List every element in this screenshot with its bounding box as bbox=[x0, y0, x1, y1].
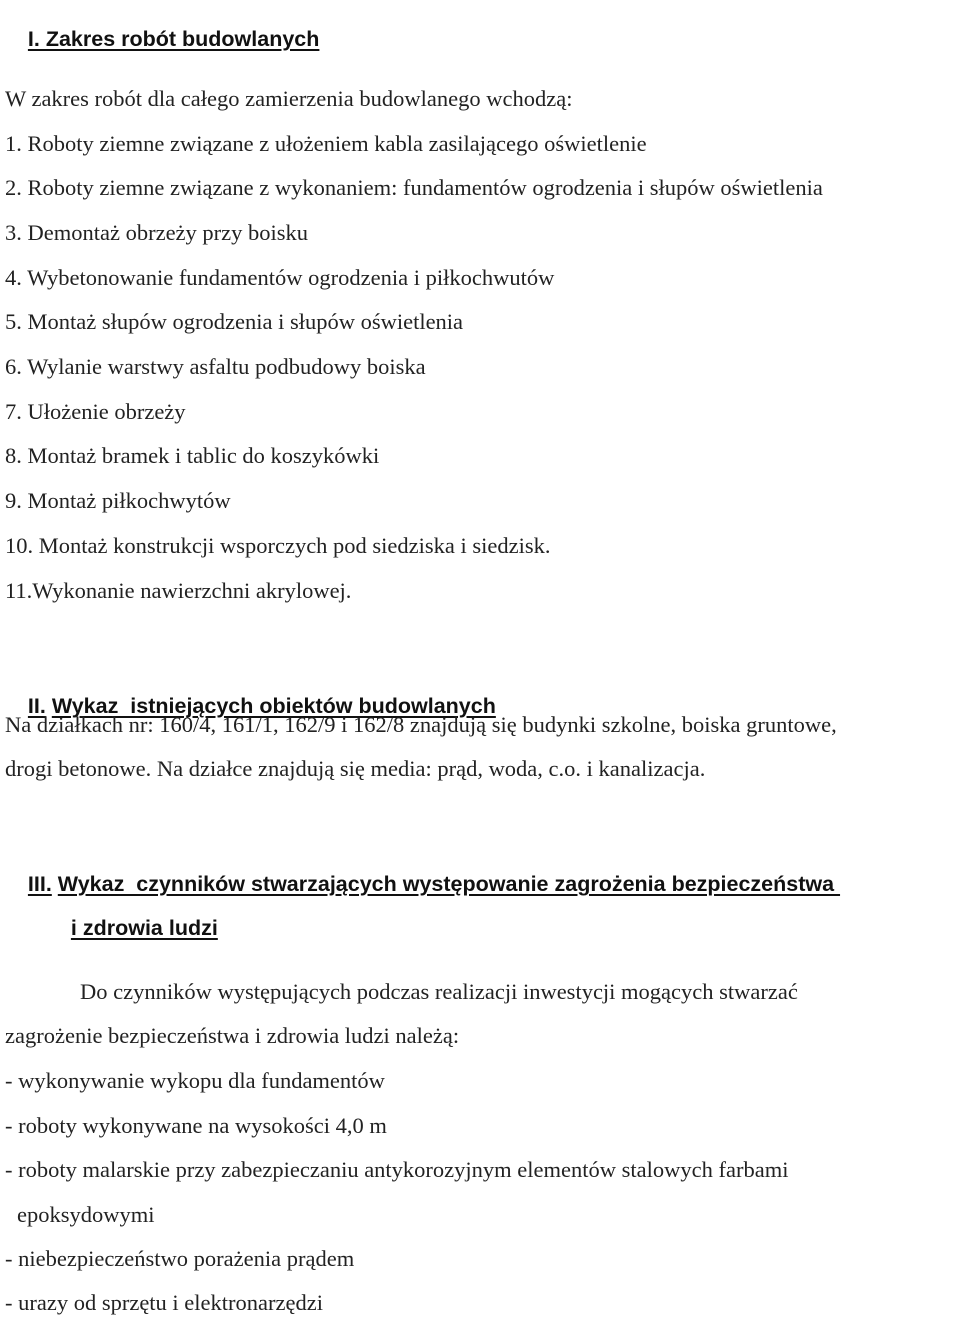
section-3-heading-continuation bbox=[47, 889, 218, 967]
list-item: 5. Montaż słupów ogrodzenia i słupów oświetlenia bbox=[5, 309, 464, 334]
list-item: 8. Montaż bramek i tablic do koszykówki bbox=[5, 443, 380, 468]
section-2-line: drogi betonowe. Na działce znajdują się media: prąd, woda, c.o. i kanalizacja. bbox=[5, 756, 706, 781]
section-3-line: Do czynników występujących podczas realizacji inwestycji mogących stwarzać bbox=[80, 979, 798, 1004]
section-3-line: - roboty wykonywane na wysokości 4,0 m bbox=[5, 1113, 387, 1138]
list-item: 2. Roboty ziemne związane z wykonaniem: fundamentów ogrodzenia i słupów oświetlenia bbox=[5, 175, 823, 200]
list-item: 1. Roboty ziemne związane z ułożeniem kabla zasilającego oświetlenie bbox=[5, 131, 647, 156]
section-3-line: - wykonywanie wykopu dla fundamentów bbox=[5, 1068, 385, 1093]
list-item: 3. Demontaż obrzeży przy boisku bbox=[5, 220, 309, 245]
list-item: 6. Wylanie warstwy asfaltu podbudowy boiska bbox=[5, 354, 426, 379]
section-3-line: - urazy od sprzętu i elektronarzędzi bbox=[5, 1290, 323, 1315]
section-3-line: - roboty malarskie przy zabezpieczaniu antykorozyjnym elementów stalowych farbami bbox=[5, 1157, 789, 1182]
section-3-line: - niebezpieczeństwo porażenia prądem bbox=[5, 1246, 355, 1271]
list-item: 10. Montaż konstrukcji wsporczych pod siedziska i siedzisk. bbox=[5, 533, 551, 558]
list-item: 9. Montaż piłkochwytów bbox=[5, 488, 231, 513]
section-2-heading-text: Wykaz istniejących obiektów budowlanych bbox=[51, 694, 496, 718]
list-item: 11.Wykonanie nawierzchni akrylowej. bbox=[5, 578, 352, 603]
section-3-heading-text-line2: i zdrowia ludzi bbox=[70, 916, 218, 940]
section-1-intro: W zakres robót dla całego zamierzenia budowlanego wchodzą: bbox=[5, 86, 573, 111]
section-3-line: epoksydowymi bbox=[17, 1202, 155, 1227]
list-item: 4. Wybetonowanie fundamentów ogrodzenia i piłkochwutów bbox=[5, 265, 555, 290]
section-3-heading-number: III. bbox=[27, 872, 52, 896]
section-1-heading-text: I. Zakres robót budowlanych bbox=[27, 27, 320, 51]
section-2-heading-number: II. bbox=[27, 694, 46, 718]
section-2-line: Na działkach nr: 160/4, 161/1, 162/9 i 162/8 znajdują się budynki szkolne, boiska gruntowe, bbox=[5, 712, 837, 737]
section-3-heading-text-line1: Wykaz czynników stwarzających występowanie zagrożenia bezpieczeństwa bbox=[57, 872, 841, 896]
section-3-line: zagrożenie bezpieczeństwa i zdrowia ludzi należą: bbox=[5, 1023, 460, 1048]
list-item: 7. Ułożenie obrzeży bbox=[5, 399, 186, 424]
section-1-heading bbox=[4, 0, 319, 78]
